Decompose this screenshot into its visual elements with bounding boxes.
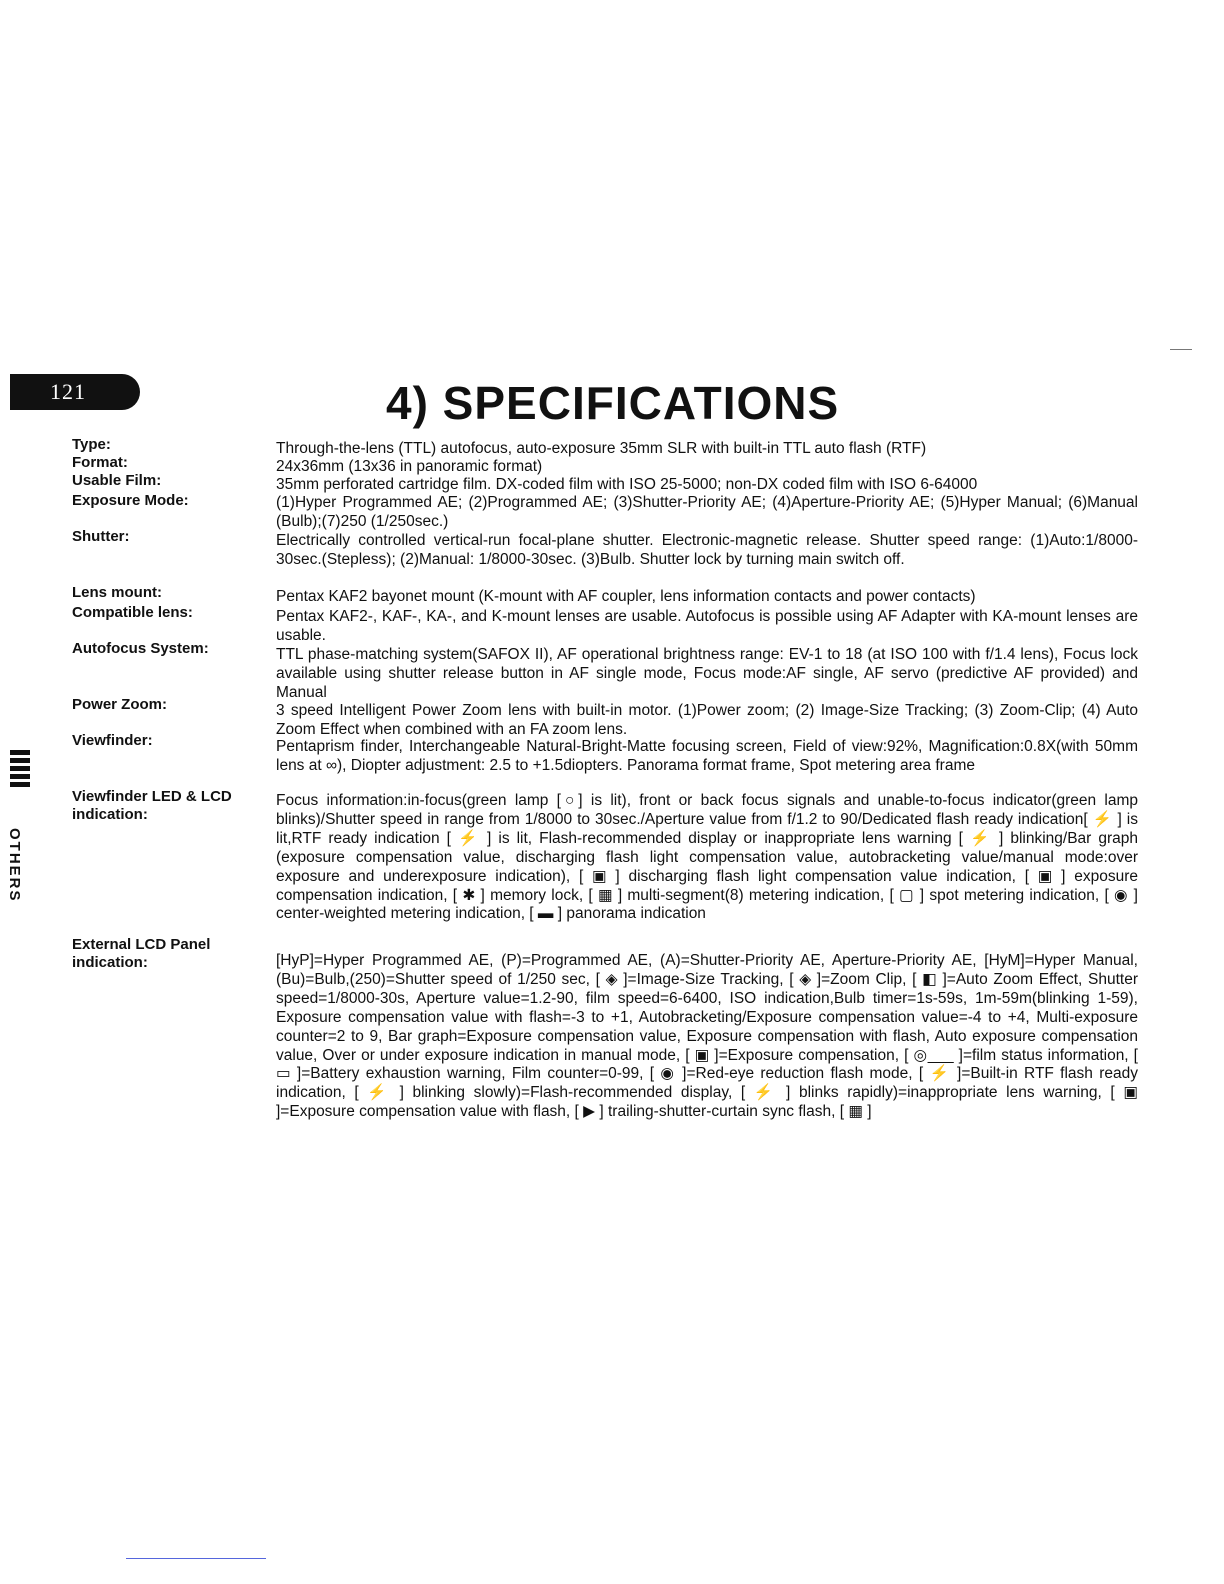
spec-label-usable-film: Usable Film: [72,472,162,489]
spec-label-shutter: Shutter: [72,528,130,545]
spec-value-shutter: Electrically controlled vertical-run focal-plane shutter. Electronic-magnetic release. Shutter speed range: (1)Auto:1/8000-30sec.(Stepless); (2)Manual: 1/8000-30sec. (3)Bulb. Shutter lock by turning main switch off. [276,532,1138,568]
spec-label-autofocus-system: Autofocus System: [72,640,209,657]
spec-value-viewfinder: Pentaprism finder, Interchangeable Natural-Bright-Matte focusing screen, Field of view:92%, Magnification:0.8X(with 50mm lens at ∞), Diopter adjustment: 2.5 to +1.5diopters. Panorama format frame, Spot metering area frame [276,738,1138,774]
spec-value-lens-mount: Pentax KAF2 bayonet mount (K-mount with AF coupler, lens information contacts and power contacts) [276,588,976,605]
spec-label-external-lcd-text: External LCD Panel indication: [72,936,211,971]
page-number-tab: 121 [10,374,140,410]
section-marker-icon [10,750,30,790]
spec-label-viewfinder: Viewfinder: [72,732,153,749]
page-title: 4) SPECIFICATIONS [386,377,840,429]
spec-label-type: Type: [72,436,111,453]
spec-value-type: Through-the-lens (TTL) autofocus, auto-exposure 35mm SLR with built-in TTL auto flash (RTF) [276,440,927,457]
spec-label-viewfinder-led-lcd-text: Viewfinder LED & LCD indication: [72,788,232,823]
spec-label-compatible-lens: Compatible lens: [72,604,193,621]
section-side-tab [2,744,38,914]
spec-value-usable-film: 35mm perforated cartridge film. DX-coded film with ISO 25-5000; non-DX coded film with ISO 6-64000 [276,476,978,493]
spec-label-lens-mount: Lens mount: [72,584,162,601]
spec-label-exposure-mode: Exposure Mode: [72,492,189,509]
spec-label-power-zoom: Power Zoom: [72,696,168,713]
spec-value-compatible-lens: Pentax KAF2-, KAF-, KA-, and K-mount lenses are usable. Autofocus is possible using AF Adapter with KA-mount lenses are usable. [276,608,1138,644]
spec-value-viewfinder-led-lcd: Focus information:in-focus(green lamp [○] is lit), front or back focus signals and unable-to-focus indicator(green lamp blinks)/Shutter speed in range from 1/8000 to 30sec./Aperture value from f/1.2 to 90/Dedicated flash ready indication[ ⚡ ] is lit,RTF ready indication [ ⚡ ] is lit, Flash-recommended display or inappropriate lens warning [ ⚡ ] blinking/Bar graph (exposure compensation value, discharging flash light compensation value, autobracketing value/manual mode:over exposure and underexposure indication), [ ▣ ] discharging flash light compensation value indication, [ ▣ ] exposure compensation indication, [ ✱ ] memory lock, [ ▦ ] multi-segment(8) metering indication, [ ▢ ] spot metering indication, [ ◉ ] center-weighted metering indication, [ ▬ ] panorama indication [276,792,1138,923]
spec-value-format: 24x36mm (13x36 in panoramic format) [276,458,543,475]
footer-rule [126,1558,266,1559]
spec-value-external-lcd: [HyP]=Hyper Programmed AE, (P)=Programmed AE, (A)=Shutter-Priority AE, Aperture-Priority AE, [HyM]=Hyper Manual, (Bu)=Bulb,(250)=Shutter speed of 1/250 sec, [ ◈ ]=Image-Size Tracking, [ ◈ ]=Zoom Clip, [ ◧ ]=Auto Zoom Effect, Shutter speed=1/8000-30s, Aperture value=1.2-90, film speed=6-6400, ISO indication,Bulb timer=1s-59s, 1m-59m(blinking 1-59), Exposure compensation value with flash=-3 to +1, Autobracketing/Exposure compensation value=-4 to +4, Multi-exposure counter=2 to 9, Bar graph=Exposure compensation value, Exposure compensation with flash, Auto exposure compensation value, Over or under exposure indication in manual mode, [ ▣ ]=Exposure compensation, [ ◎___ ]=film status information, [ ▭ ]=Battery exhaustion warning, Film counter=0-99, [ ◉ ]=Red-eye reduction flash mode, [ ⚡ ]=Built-in RTF flash ready indication, [ ⚡ ] blinking slowly)=Flash-recommended display, [ ⚡ ] blinks rapidly)=inappropriate lens warning, [ ▣ ]=Exposure compensation value with flash, [ ▶ ] trailing-shutter-curtain sync flash, [ ▦ ] [276,952,1138,1121]
spec-label-format: Format: [72,454,128,471]
spec-label-viewfinder-led-lcd [72,788,272,824]
section-label: OTHERS [6,828,23,903]
spec-value-exposure-mode: (1)Hyper Programmed AE; (2)Programmed AE; (3)Shutter-Priority AE; (4)Aperture-Priority AE; (5)Hyper Manual; (6)Manual (Bulb);(7)250 (1/250sec.) [276,494,1138,530]
spec-value-autofocus-system: TTL phase-matching system(SAFOX II), AF operational brightness range: EV-1 to 18 (at ISO 100 with f/1.4 lens), Focus lock available using shutter release button in AF single mode, Focus mode:AF single, AF servo (predictive AF provided) and Manual [276,646,1138,701]
spec-value-power-zoom: 3 speed Intelligent Power Zoom lens with built-in motor. (1)Power zoom; (2) Image-Size Tracking; (3) Zoom-Clip; (4) Auto Zoom Effect when combined with an FA zoom lens. [276,702,1138,738]
spec-label-external-lcd [72,936,272,972]
corner-rule [1170,349,1192,350]
